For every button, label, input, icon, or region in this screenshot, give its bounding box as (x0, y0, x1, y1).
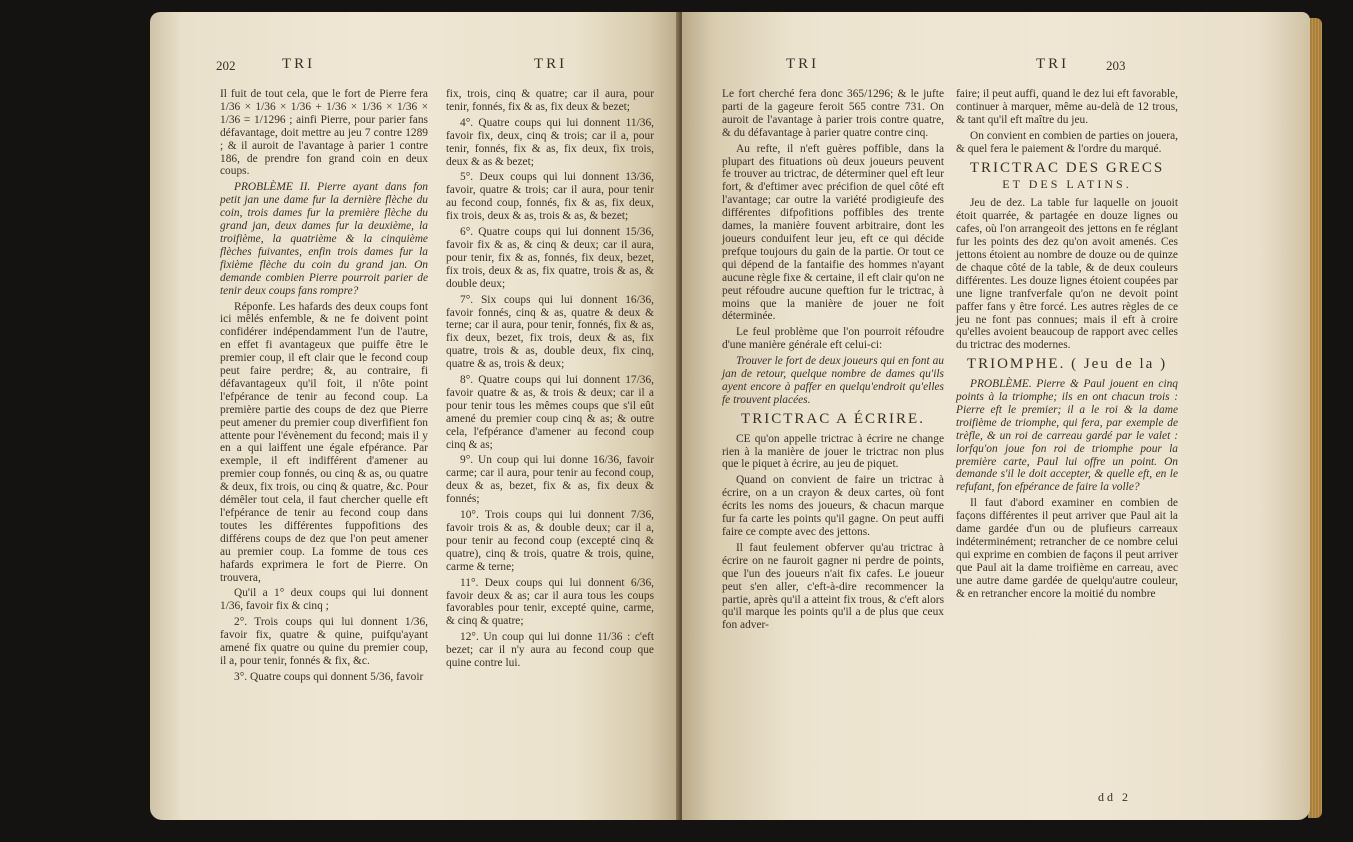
left-page-number: 202 (216, 58, 236, 73)
paragraph: On convient en combien de parties on jouera, & quel fera le paiement & l'ordre du marqué. (956, 129, 1178, 155)
paragraph: 7°. Six coups qui lui donnent 16/36, favoir fonnés, cinq & as, quatre & deux & terne; car il aura, pour tenir, fonnés, fix & as, fix deux, bezet, fix trois, deux & as, fix quatre, trois & as, double deux, fix cinq, quatre & as, trois & deux; (446, 293, 654, 371)
paragraph: PROBLÈME. Pierre & Paul jouent en cinq points à la triomphe; ils en ont chacun trois : Pierre eft le premier; il a le roi & la dame troifième de triomphe, qui fera, par exemple de trèfle, & un roi de carreau gardé par le valet : lorfqu'on joue fon roi de triomphe pour la première carte, Paul lui offre un point. On demande s'il le doit accepter, & quelle eft, en le refufant, fon efpérance de faire la volle? (956, 378, 1178, 494)
left-column-2 (446, 88, 654, 673)
paragraph: Il faut d'abord examiner en combien de façons différentes il peut arriver que Paul ait la dame gardée d'un ou de plufieurs carreaux indéterminément; retrancher de ce nombre celui qui exprime en combien de façons il peut arriver que Paul ait la dame troifième en carreau, avec une autre dame gardée de quelqu'autre couleur, & en retrancher encore la moitié du nombre (956, 497, 1178, 600)
paragraph: 4°. Quatre coups qui lui donnent 11/36, favoir fix, deux, cinq & trois; car il a, pour tenir, fonnés, fix & as, fix deux, fix trois, deux & as & bezet; (446, 116, 654, 168)
left-header-left: TRI (282, 56, 316, 72)
paragraph: Il fuit de tout cela, que le fort de Pierre fera 1/36 × 1/36 × 1/36 + 1/36 × 1/36 × 1/36 × 1/36 = 1/1296 ; ainfi Pierre, pour parier fans défavantage, doit mettre au jeu 7 contre 1289 ; & il auroit de l'avantage à parier 1 contre 186, de prendre fon grand coin en deux coups. (220, 88, 428, 178)
paragraph: 5°. Deux coups qui lui donnent 13/36, favoir, quatre & trois; car il aura, pour tenir au fecond coup, fonnés, fix & as, fix deux, fix trois, deux & as, trois & as, & bezet; (446, 171, 654, 223)
paragraph: faire; il peut auffi, quand le dez lui eft favorable, continuer à marquer, même au-delà de 12 trous, & tant qu'il eft maître du jeu. (956, 88, 1178, 126)
page-block-edge (1308, 18, 1322, 818)
paragraph: Quand on convient de faire un trictrac à écrire, on a un crayon & deux cartes, où font écrits les noms des joueurs, & chacun marque fur fa carte les points qu'il gagne. On peut auffi faire ce compte avec des jettons. (722, 474, 944, 538)
section-heading: TRICTRAC A ÉCRIRE. (741, 410, 925, 427)
right-column-1 (722, 88, 944, 635)
paragraph: 8°. Quatre coups qui lui donnent 17/36, favoir quatre & as, & trois & deux; car il a pour tenir tous les mêmes coups que s'il eût amené du premier coup cinq & as; & outre cela, l'efpérance d'amener au fecond coup cinq & as; (446, 374, 654, 451)
section-heading: TRICTRAC DES GRECS (969, 159, 1165, 176)
section-heading: TRIOMPHE. ( Jeu de la ) (966, 356, 1168, 373)
left-column-1 (220, 88, 428, 687)
section-subheading: ET DES LATINS. (1002, 177, 1132, 192)
right-page (682, 12, 1310, 820)
paragraph: 3°. Quatre coups qui donnent 5/36, favoir (234, 670, 424, 683)
paragraph: Qu'il a 1° deux coups qui lui donnent 1/36, favoir fix & cinq ; (220, 587, 428, 613)
paragraph: Réponfe. Les hafards des deux coups font ici mêlés enfemble, & ne fe doivent point confidérer indépendamment l'un de l'autre, en effet fi avantageux que puiffe être le premier coup, il eft clair que le fecond coup peut faire perdre; &, au contraire, fi défavantageux qu'il foit, il n'ôte point l'efpérance de tenir au fecond coup. La première partie des coups de dez que Pierre peut amener du premier coup diverfifient fon attente pour l'évènement du fecond; mais il y en a qui laiffent une égale efpérance. Par exemple, il eft indifférent d'amener au premier coup fonnés, ou cinq & as, ou quatre & deux, fix trois, ou cinq & quatre, &c. Pour démêler tout cela, il faut chercher quelle eft l'efpérance de tenir au fecond coup dans toutes les différentes fuppofitions des différens coups de dez que l'on peut amener au premier coup. La fomme de tous ces hafards exprimera le fort de Pierre. On trouvera, (220, 300, 428, 584)
paragraph: Le feul problème que l'on pourroit réfoudre d'une manière générale eft celui-ci: (722, 326, 944, 352)
right-page-number: 203 (1106, 58, 1126, 73)
open-book (150, 12, 1310, 822)
paragraph: CE qu'on appelle trictrac à écrire ne change rien à la manière de jouer le trictrac non plus que le piquet à écrire, au jeu de piquet. (722, 432, 944, 471)
right-header-right: TRI (1036, 56, 1070, 72)
paragraph: 11°. Deux coups qui lui donnent 6/36, favoir deux & as; car il aura tous les coups favorables pour tenir, excepté quine, carme, & cinq & quatre; (446, 576, 654, 628)
paragraph: 2°. Trois coups qui lui donnent 1/36, favoir fix, quatre & quine, puifqu'ayant amené fix quatre ou quine du premier coup, il a, pour tenir, fonnés & fix, &c. (220, 616, 428, 667)
paragraph: Le fort cherché fera donc 365/1296; & le jufte parti de la gageure feroit 565 contre 731. On auroit de l'avantage à parier trois contre quatre, & du défavantage à parier quatre contre cinq. (722, 88, 944, 139)
paragraph: Il faut feulement obferver qu'au trictrac à écrire on ne fauroit gagner ni perdre de points, que l'un des joueurs n'ait fix cafes. Le joueur peut s'en aller, c'eft-à-dire recommencer la partie, après qu'il a atteint fix trous, & c'eft alors qu'il marque les points qu'il a de plus que ceux fon adver- (722, 541, 944, 632)
paragraph: 12°. Un coup qui lui donne 11/36 : c'eft bezet; car il n'y aura au fecond coup que quine contre lui. (446, 631, 654, 670)
paragraph: 6°. Quatre coups qui lui donnent 15/36, favoir fix & as, & cinq & deux; car il aura, pour tenir, fix & as, fonnés, fix deux, bezet, fix trois, deux & as, fix quatre, trois & as, & double deux; (446, 226, 654, 290)
paragraph: PROBLÈME II. Pierre ayant dans fon petit jan une dame fur la dernière flèche du coin, trois dames fur la première flèche du grand jan, deux dames fur la deuxième, la troifième, la quatrième & la cinquième flèches fuivantes, enfin trois dames fur la fixième flèche du coin du grand jan. On demande combien Pierre pourroit parier de tenir deux coups fans rompre? (220, 181, 428, 297)
paragraph: Trouver le fort de deux joueurs qui en font au jan de retour, quelque nombre de dames qu'ils ayent encore à paffer en quelqu'endroit qu'elles fe trouvent placées. (722, 355, 944, 406)
paragraph: fix, trois, cinq & quatre; car il aura, pour tenir, fonnés, fix & as, fix deux & bezet; (446, 88, 654, 113)
paragraph: 10°. Trois coups qui lui donnent 7/36, favoir trois & as, & double deux; car il a, pour tenir au fecond coup (excepté cinq & quatre), cinq & trois, quatre & trois, quine, carme & terne; (446, 509, 654, 573)
right-column-2 (956, 88, 1178, 604)
signature-mark: dd 2 (1098, 790, 1131, 804)
paragraph: 9°. Un coup qui lui donne 16/36, favoir carme; car il aura, pour tenir au fecond coup, deux & as, bezet, fix & as, fix deux & fonnés; (446, 454, 654, 506)
paragraph: Jeu de dez. La table fur laquelle on jouoit étoit quarrée, & partagée en douze lignes ou cafes, où l'on arrangeoit des jettons en fe réglant fur les points des dez qu'on avoit amenés. Ces jettons étoient au nombre de douze ou de quinze de chaque côté de la table, & de deux couleurs différentes. Les douze lignes étoient coupées par une ligne tranfverfale qu'on ne devoit point paffer fans y être forcé. Les autres règles de ce jeu ne font pas connues; mais il eft à croire qu'elles avoient beaucoup de rapport avec celles du trictrac des modernes. (956, 197, 1178, 352)
paragraph: Au refte, il n'eft guères poffible, dans la plupart des fituations où deux joueurs peuvent fe trouver au trictrac, de déterminer quel eft leur fort, & d'eftimer avec précifion de quel côté eft l'avantage; car outre la variété prodigieufe des différentes difpofitions poffibles des trente dames, la manière fouvent arbitraire, dont les joueurs conduifent leur jeu, eft ce qui décide prefque toujours du gain de la partie. Or tout ce qui dépend de la fantaifie des hommes n'ayant aucune règle fixe & certaine, il eft clair qu'on ne peut réfoudre aucune queftion fur le trictrac, à moins que la manière de jouer ne foit déterminée. (722, 142, 944, 323)
left-page (150, 12, 680, 820)
right-header-left: TRI (786, 56, 820, 72)
left-header-right: TRI (534, 56, 568, 72)
